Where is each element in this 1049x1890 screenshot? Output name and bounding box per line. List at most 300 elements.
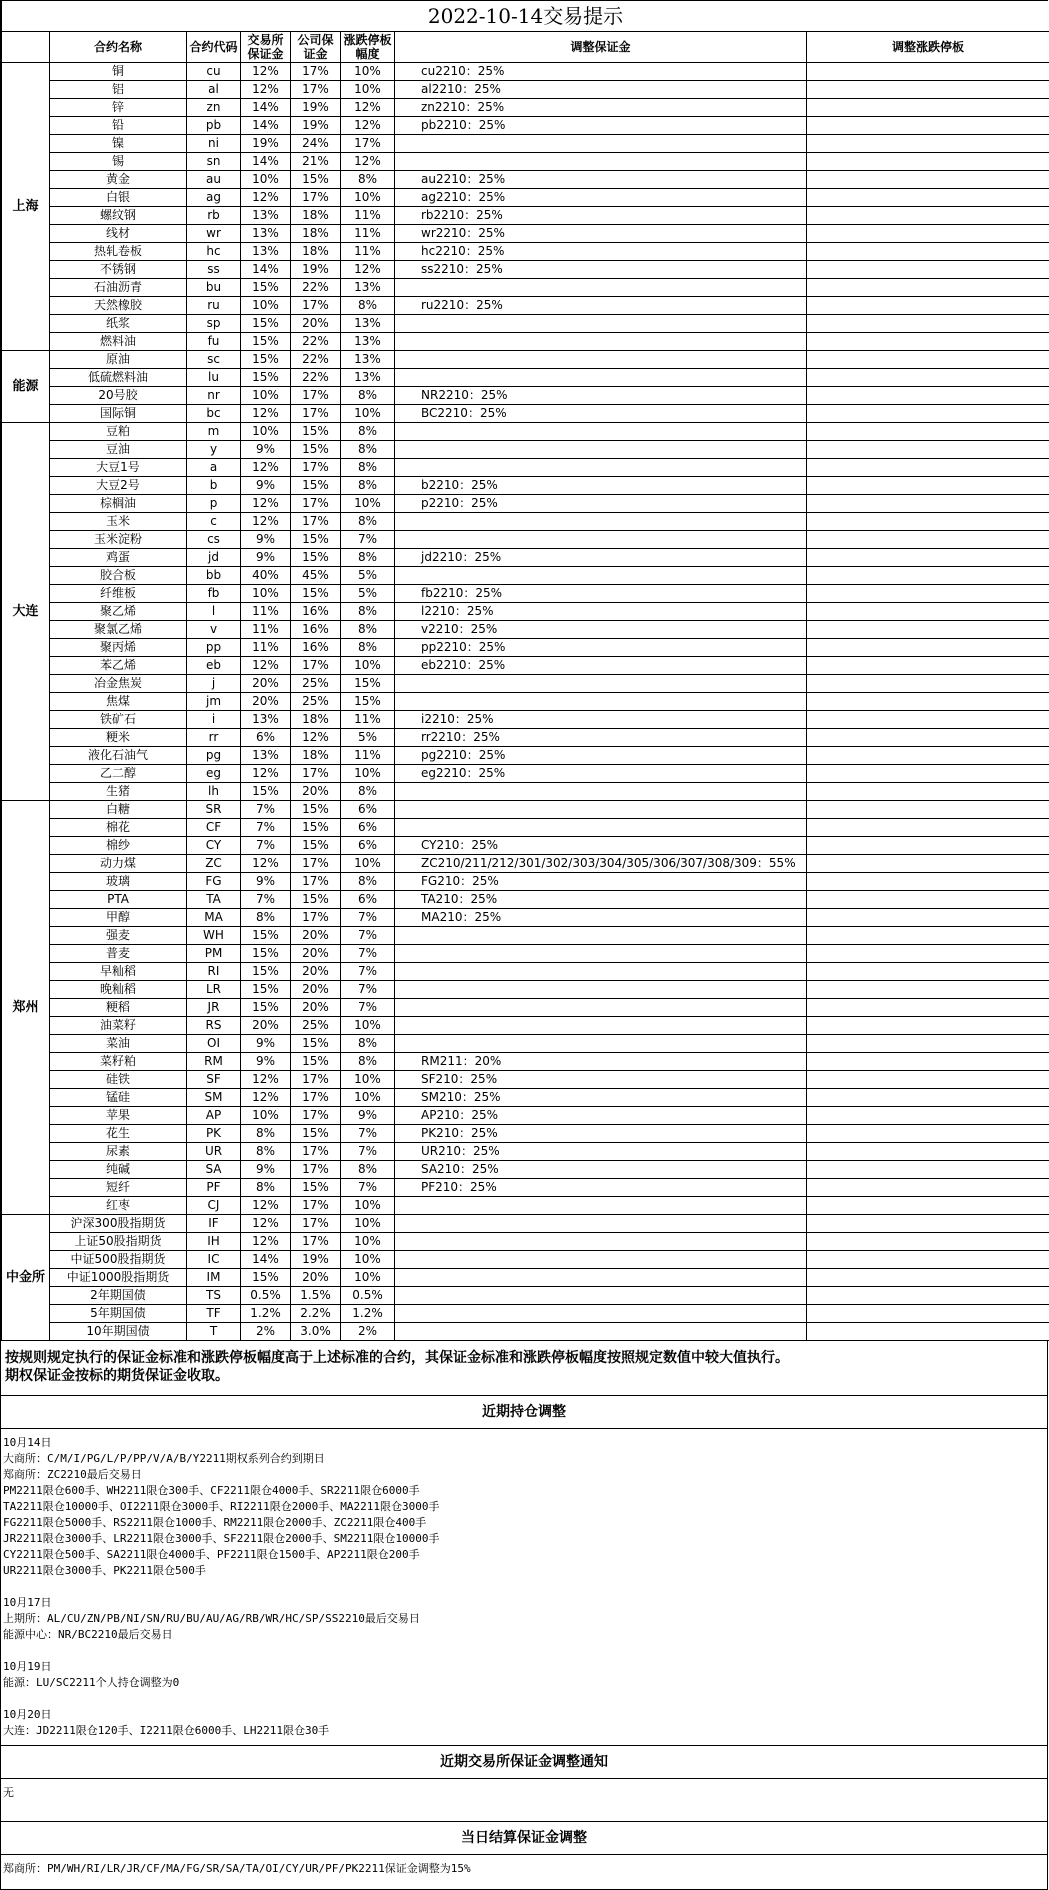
price-limit-cell: 5% [341,567,395,585]
adjusted-margin-cell [395,279,807,297]
exchange-margin-cell: 12% [241,855,291,873]
company-margin-cell: 17% [291,405,341,423]
adjusted-margin-cell: TA210：25% [395,891,807,909]
price-limit-cell: 9% [341,1107,395,1125]
exchange-margin-cell: 12% [241,1089,291,1107]
exchange-margin-cell: 15% [241,279,291,297]
contract-name-cell: 镍 [50,135,187,153]
table-row [2,1251,1049,1269]
price-limit-cell: 15% [341,675,395,693]
contract-code-cell: CF [187,819,241,837]
adjusted-limit-cell [807,729,1049,747]
adjusted-margin-cell [395,1215,807,1233]
price-limit-cell: 11% [341,711,395,729]
exchange-margin-cell: 7% [241,837,291,855]
price-limit-cell: 7% [341,999,395,1017]
contract-code-cell: zn [187,99,241,117]
exchange-margin-cell: 13% [241,225,291,243]
company-margin-cell: 19% [291,1251,341,1269]
exchange-margin-cell: 15% [241,1269,291,1287]
price-limit-cell: 7% [341,963,395,981]
adjusted-margin-cell: PK210：25% [395,1125,807,1143]
adjusted-limit-cell [807,1125,1049,1143]
header-exchange-margin: 交易所保证金 [241,32,291,63]
price-limit-cell: 7% [341,981,395,999]
contract-code-cell: SA [187,1161,241,1179]
contract-code-cell: OI [187,1035,241,1053]
price-limit-cell: 10% [341,1215,395,1233]
contract-code-cell: b [187,477,241,495]
adjusted-limit-cell [807,1179,1049,1197]
adjusted-limit-cell [807,1305,1049,1323]
contract-name-cell: 铁矿石 [50,711,187,729]
company-margin-cell: 17% [291,387,341,405]
company-margin-cell: 17% [291,657,341,675]
adjusted-limit-cell [807,1161,1049,1179]
exchange-margin-cell: 20% [241,1017,291,1035]
contract-code-cell: ni [187,135,241,153]
contract-name-cell: 纯碱 [50,1161,187,1179]
company-margin-cell: 20% [291,945,341,963]
adjusted-limit-cell [807,1251,1049,1269]
company-margin-cell: 15% [291,531,341,549]
table-row [2,927,1049,945]
contract-code-cell: sn [187,153,241,171]
contract-name-cell: 短纤 [50,1179,187,1197]
adjusted-limit-cell [807,297,1049,315]
table-row [2,693,1049,711]
adjusted-limit-cell [807,1269,1049,1287]
table-row [2,981,1049,999]
table-row [2,675,1049,693]
adjusted-margin-cell [395,441,807,459]
company-margin-cell: 17% [291,189,341,207]
contract-code-cell: sc [187,351,241,369]
adjusted-limit-cell [807,189,1049,207]
contract-name-cell: 豆油 [50,441,187,459]
contract-name-cell: 不锈钢 [50,261,187,279]
company-margin-cell: 18% [291,243,341,261]
adjusted-margin-cell: NR2210：25% [395,387,807,405]
exchange-margin-cell: 0.5% [241,1287,291,1305]
contract-code-cell: nr [187,387,241,405]
contract-code-cell: al [187,81,241,99]
exchange-margin-cell: 8% [241,1143,291,1161]
adjusted-margin-cell [395,693,807,711]
adjusted-limit-cell [807,549,1049,567]
price-limit-cell: 12% [341,153,395,171]
exchange-margin-cell: 13% [241,243,291,261]
company-margin-cell: 15% [291,477,341,495]
contract-name-cell: 液化石油气 [50,747,187,765]
adjusted-limit-cell [807,351,1049,369]
contract-code-cell: m [187,423,241,441]
margin-notice-heading: 近期交易所保证金调整通知 [1,1746,1048,1779]
price-limit-cell: 13% [341,351,395,369]
exchange-margin-cell: 12% [241,513,291,531]
exchange-margin-cell: 7% [241,801,291,819]
price-limit-cell: 13% [341,369,395,387]
company-margin-cell: 15% [291,1179,341,1197]
contract-code-cell: cs [187,531,241,549]
exchange-margin-cell: 15% [241,315,291,333]
header-contract-code: 合约代码 [187,32,241,63]
margin-notice-body: 无 [1,1779,1048,1822]
exchange-margin-cell: 15% [241,945,291,963]
region-label: 大连 [2,423,50,801]
adjusted-limit-cell [807,747,1049,765]
contract-code-cell: ss [187,261,241,279]
adjusted-margin-cell: ru2210：25% [395,297,807,315]
company-margin-cell: 20% [291,783,341,801]
adjusted-margin-cell: au2210：25% [395,171,807,189]
price-limit-cell: 11% [341,747,395,765]
contract-code-cell: eb [187,657,241,675]
exchange-margin-cell: 12% [241,765,291,783]
table-row [2,135,1049,153]
adjusted-margin-cell [395,531,807,549]
table-row [2,1269,1049,1287]
company-margin-cell: 18% [291,207,341,225]
company-margin-cell: 19% [291,261,341,279]
price-limit-cell: 8% [341,621,395,639]
company-margin-cell: 20% [291,999,341,1017]
adjusted-margin-cell: pb2210：25% [395,117,807,135]
price-limit-cell: 7% [341,531,395,549]
price-limit-cell: 8% [341,423,395,441]
company-margin-cell: 18% [291,711,341,729]
price-limit-cell: 7% [341,927,395,945]
contract-name-cell: 玻璃 [50,873,187,891]
table-header [2,32,1049,63]
price-limit-cell: 10% [341,1233,395,1251]
exchange-margin-cell: 12% [241,1233,291,1251]
adjusted-limit-cell [807,693,1049,711]
adjusted-margin-cell [395,1233,807,1251]
table-row [2,1017,1049,1035]
company-margin-cell: 17% [291,1143,341,1161]
contract-code-cell: LR [187,981,241,999]
contract-name-cell: 燃料油 [50,333,187,351]
adjusted-limit-cell [807,1089,1049,1107]
contract-name-cell: 纤维板 [50,585,187,603]
contract-name-cell: 国际铜 [50,405,187,423]
header-adjusted-margin: 调整保证金 [395,32,807,63]
company-margin-cell: 1.5% [291,1287,341,1305]
table-row [2,297,1049,315]
adjusted-margin-cell [395,153,807,171]
table-row [2,1305,1049,1323]
exchange-margin-cell: 9% [241,1053,291,1071]
table-row [2,1179,1049,1197]
exchange-margin-cell: 7% [241,819,291,837]
contract-name-cell: 低硫燃料油 [50,369,187,387]
adjusted-margin-cell [395,783,807,801]
contract-code-cell: y [187,441,241,459]
contract-code-cell: CJ [187,1197,241,1215]
contract-name-cell: 20号胶 [50,387,187,405]
contract-name-cell: 棉纱 [50,837,187,855]
adjusted-margin-cell [395,1035,807,1053]
contract-code-cell: hc [187,243,241,261]
adjusted-limit-cell [807,315,1049,333]
exchange-margin-cell: 6% [241,729,291,747]
contract-name-cell: 晚籼稻 [50,981,187,999]
adjusted-margin-cell [395,801,807,819]
contract-name-cell: PTA [50,891,187,909]
company-margin-cell: 15% [291,891,341,909]
company-margin-cell: 15% [291,441,341,459]
adjusted-limit-cell [807,441,1049,459]
company-margin-cell: 15% [291,423,341,441]
table-row [2,369,1049,387]
exchange-margin-cell: 11% [241,603,291,621]
adjusted-margin-cell: cu2210：25% [395,63,807,81]
company-margin-cell: 18% [291,747,341,765]
exchange-margin-cell: 19% [241,135,291,153]
company-margin-cell: 17% [291,81,341,99]
contract-code-cell: bb [187,567,241,585]
contract-code-cell: IC [187,1251,241,1269]
table-row [2,909,1049,927]
company-margin-cell: 12% [291,729,341,747]
price-limit-cell: 8% [341,171,395,189]
contract-name-cell: 热轧卷板 [50,243,187,261]
adjusted-margin-cell: al2210：25% [395,81,807,99]
adjusted-limit-cell [807,945,1049,963]
table-row [2,549,1049,567]
contract-code-cell: pp [187,639,241,657]
adjusted-margin-cell [395,981,807,999]
company-margin-cell: 17% [291,1161,341,1179]
price-limit-cell: 7% [341,1179,395,1197]
company-margin-cell: 2.2% [291,1305,341,1323]
table-row [2,279,1049,297]
price-limit-cell: 8% [341,1053,395,1071]
region-label: 郑州 [2,801,50,1215]
exchange-margin-cell: 14% [241,153,291,171]
table-row [2,1053,1049,1071]
adjusted-margin-cell: ZC210/211/212/301/302/303/304/305/306/307/308/309：55% [395,855,807,873]
exchange-margin-cell: 9% [241,477,291,495]
price-limit-cell: 12% [341,99,395,117]
exchange-margin-cell: 13% [241,747,291,765]
contract-code-cell: TS [187,1287,241,1305]
contract-name-cell: 焦煤 [50,693,187,711]
price-limit-cell: 6% [341,891,395,909]
contract-code-cell: cu [187,63,241,81]
adjusted-limit-cell [807,819,1049,837]
contract-code-cell: UR [187,1143,241,1161]
adjusted-limit-cell [807,1035,1049,1053]
adjusted-limit-cell [807,81,1049,99]
adjusted-margin-cell [395,459,807,477]
adjusted-limit-cell [807,999,1049,1017]
adjusted-margin-cell [395,567,807,585]
contract-name-cell: 鸡蛋 [50,549,187,567]
exchange-margin-cell: 14% [241,1251,291,1269]
contract-name-cell: 大豆1号 [50,459,187,477]
contract-name-cell: 锌 [50,99,187,117]
region-label: 能源 [2,351,50,423]
adjusted-limit-cell [807,459,1049,477]
price-limit-cell: 8% [341,639,395,657]
contract-code-cell: RS [187,1017,241,1035]
adjusted-limit-cell [807,621,1049,639]
adjusted-limit-cell [807,531,1049,549]
rules-note-line: 期权保证金按标的期货保证金收取。 [5,1367,1043,1385]
adjusted-margin-cell [395,1251,807,1269]
contract-code-cell: rr [187,729,241,747]
price-limit-cell: 11% [341,225,395,243]
contract-code-cell: PF [187,1179,241,1197]
adjusted-limit-cell [807,801,1049,819]
price-limit-cell: 8% [341,1035,395,1053]
adjusted-limit-cell [807,1287,1049,1305]
adjusted-limit-cell [807,585,1049,603]
adjusted-limit-cell [807,1107,1049,1125]
price-limit-cell: 17% [341,135,395,153]
table-row [2,1233,1049,1251]
adjusted-limit-cell [807,963,1049,981]
adjusted-margin-cell: zn2210：25% [395,99,807,117]
exchange-margin-cell: 12% [241,1215,291,1233]
adjusted-limit-cell [807,333,1049,351]
adjusted-margin-cell: ss2210：25% [395,261,807,279]
contract-name-cell: 石油沥青 [50,279,187,297]
contract-name-cell: 中证500股指期货 [50,1251,187,1269]
company-margin-cell: 17% [291,495,341,513]
exchange-margin-cell: 15% [241,999,291,1017]
exchange-margin-cell: 20% [241,693,291,711]
contract-name-cell: 胶合板 [50,567,187,585]
contract-code-cell: fb [187,585,241,603]
contract-name-cell: 油菜籽 [50,1017,187,1035]
exchange-margin-cell: 15% [241,333,291,351]
adjusted-margin-cell: i2210：25% [395,711,807,729]
adjusted-margin-cell: MA210：25% [395,909,807,927]
adjusted-limit-cell [807,423,1049,441]
adjusted-margin-cell: PF210：25% [395,1179,807,1197]
company-margin-cell: 45% [291,567,341,585]
adjusted-limit-cell [807,99,1049,117]
adjusted-margin-cell [395,315,807,333]
company-margin-cell: 25% [291,675,341,693]
contract-code-cell: bu [187,279,241,297]
adjusted-margin-cell: SM210：25% [395,1089,807,1107]
adjusted-margin-cell: eg2210：25% [395,765,807,783]
table-row [2,477,1049,495]
contract-name-cell: 冶金焦炭 [50,675,187,693]
adjusted-margin-cell: ag2210：25% [395,189,807,207]
adjusted-limit-cell [807,153,1049,171]
contract-code-cell: TF [187,1305,241,1323]
contract-name-cell: 原油 [50,351,187,369]
contract-name-cell: 苯乙烯 [50,657,187,675]
adjusted-margin-cell [395,369,807,387]
table-row [2,423,1049,441]
adjusted-margin-cell [395,999,807,1017]
company-margin-cell: 17% [291,297,341,315]
exchange-margin-cell: 13% [241,207,291,225]
header-price-limit: 涨跌停板幅度 [341,32,395,63]
contract-name-cell: 红枣 [50,1197,187,1215]
exchange-margin-cell: 12% [241,1071,291,1089]
adjusted-margin-cell [395,1197,807,1215]
contract-name-cell: 硅铁 [50,1071,187,1089]
rules-note-text [5,1349,1043,1385]
table-row [2,945,1049,963]
contract-name-cell: 大豆2号 [50,477,187,495]
company-margin-cell: 20% [291,1269,341,1287]
exchange-margin-cell: 10% [241,297,291,315]
adjusted-margin-cell: fb2210：25% [395,585,807,603]
adjusted-margin-cell [395,819,807,837]
table-row [2,819,1049,837]
contract-name-cell: 10年期国债 [50,1323,187,1341]
table-row [2,153,1049,171]
company-margin-cell: 3.0% [291,1323,341,1341]
adjusted-limit-cell [807,1053,1049,1071]
adjusted-margin-cell [395,1269,807,1287]
contract-name-cell: 普麦 [50,945,187,963]
price-limit-cell: 0.5% [341,1287,395,1305]
price-limit-cell: 7% [341,945,395,963]
table-row [2,1035,1049,1053]
contract-code-cell: c [187,513,241,531]
adjusted-limit-cell [807,1143,1049,1161]
adjusted-margin-cell [395,1287,807,1305]
price-limit-cell: 12% [341,261,395,279]
adjusted-margin-cell: p2210：25% [395,495,807,513]
contract-code-cell: fu [187,333,241,351]
price-limit-cell: 10% [341,1197,395,1215]
adjusted-margin-cell [395,963,807,981]
adjusted-limit-cell [807,837,1049,855]
adjusted-limit-cell [807,63,1049,81]
exchange-margin-cell: 15% [241,369,291,387]
exchange-margin-cell: 14% [241,261,291,279]
table-row [2,621,1049,639]
exchange-margin-cell: 10% [241,423,291,441]
table-row [2,333,1049,351]
contract-name-cell: 5年期国债 [50,1305,187,1323]
contract-name-cell: 玉米淀粉 [50,531,187,549]
exchange-margin-cell: 12% [241,81,291,99]
company-margin-cell: 17% [291,1197,341,1215]
exchange-margin-cell: 7% [241,891,291,909]
adjusted-margin-cell: rb2210：25% [395,207,807,225]
contract-name-cell: 铅 [50,117,187,135]
adjusted-margin-cell [395,333,807,351]
table-row [2,603,1049,621]
contract-code-cell: PK [187,1125,241,1143]
adjusted-margin-cell: pp2210：25% [395,639,807,657]
adjusted-margin-cell [395,351,807,369]
contract-name-cell: 豆粕 [50,423,187,441]
exchange-margin-cell: 9% [241,549,291,567]
contract-code-cell: lh [187,783,241,801]
contract-code-cell: jd [187,549,241,567]
table-row [2,657,1049,675]
price-limit-cell: 7% [341,1125,395,1143]
company-margin-cell: 18% [291,225,341,243]
price-limit-cell: 11% [341,207,395,225]
contract-code-cell: IH [187,1233,241,1251]
contract-code-cell: sp [187,315,241,333]
company-margin-cell: 15% [291,549,341,567]
price-limit-cell: 10% [341,495,395,513]
